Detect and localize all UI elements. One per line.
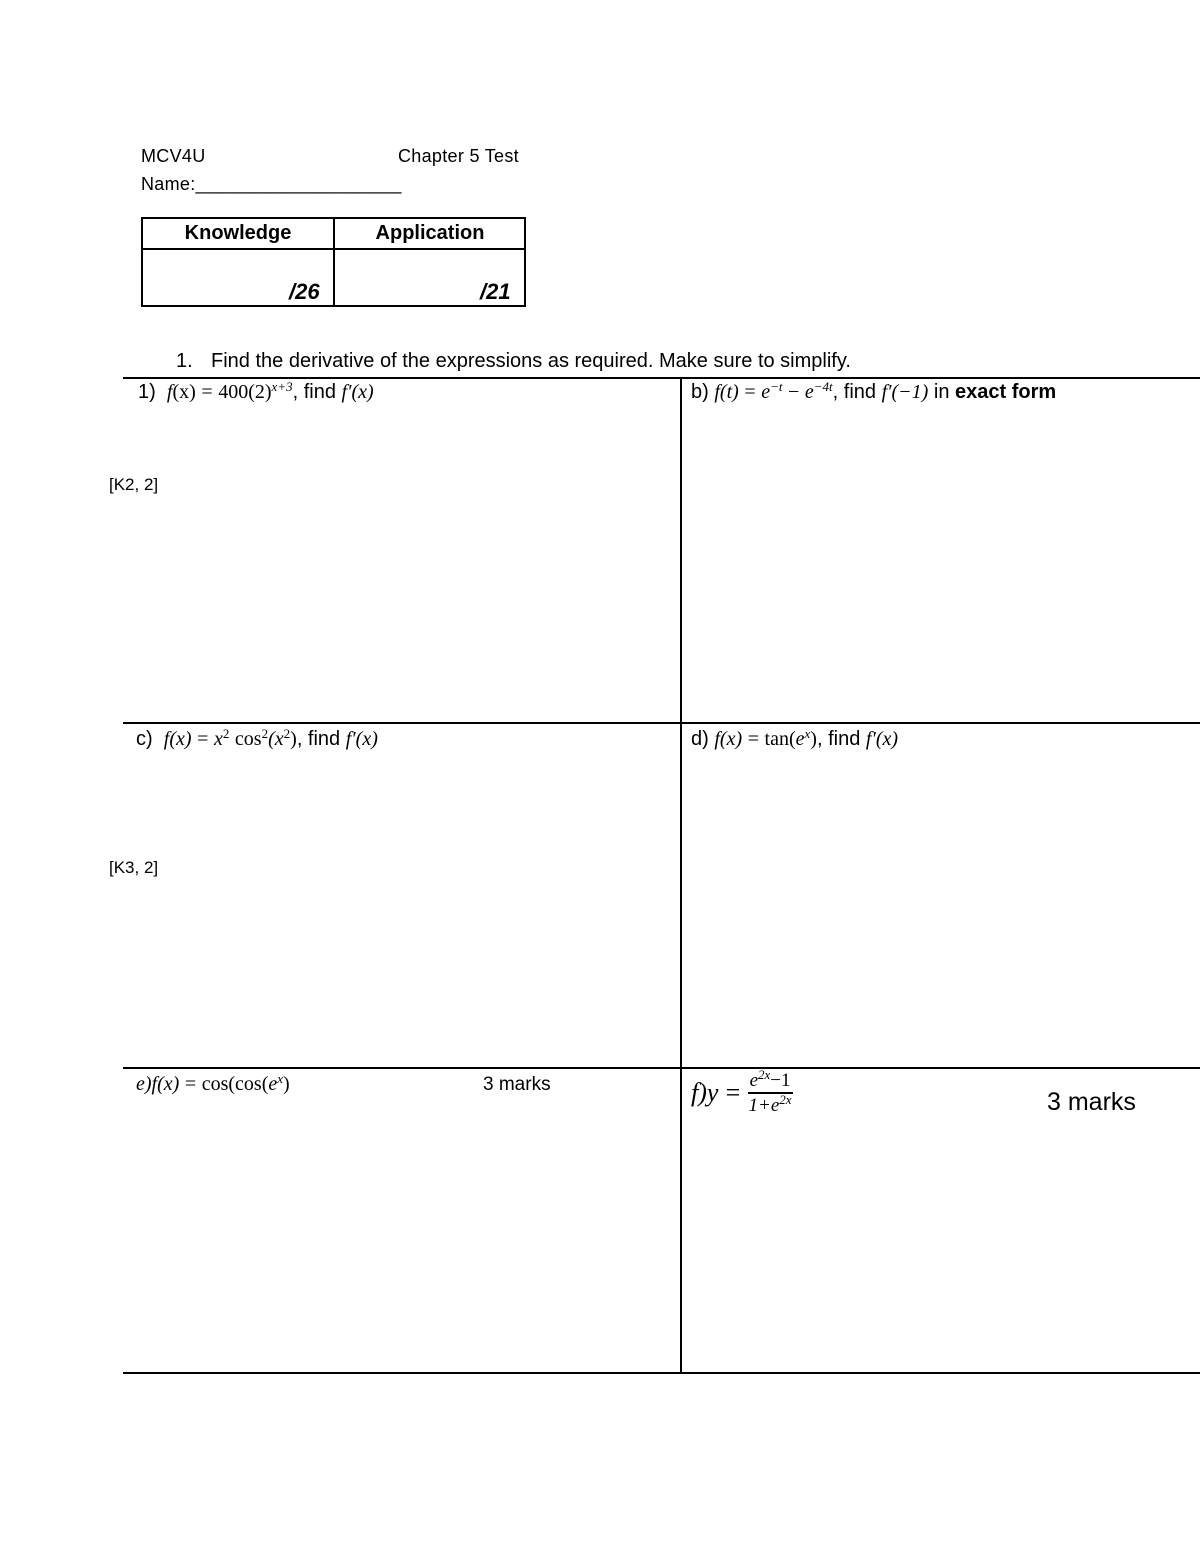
name-field[interactable]: Name:____________________: [141, 174, 402, 194]
question-number: 1.: [176, 350, 193, 372]
part-a-label: 1): [138, 381, 156, 403]
part-c-label: c): [136, 728, 153, 750]
test-title: Chapter 5 Test: [398, 146, 519, 166]
part-b: b) $f(t) = e^{-t} - e^{-4t}$, find f′(−1) in exact form: [691, 379, 1057, 403]
grid-bottom-line: [123, 1372, 1200, 1374]
question-instruction: Find the derivative of the expressions as required. Make sure to simplify.: [211, 350, 851, 372]
part-d-label: d): [691, 728, 709, 750]
application-total: /21: [480, 279, 511, 304]
score-table: [141, 217, 526, 307]
part-f-label: f): [691, 1077, 707, 1107]
grid-center-divider: [680, 377, 682, 1373]
part-d: d) $f(x) = \tan(e^x)$, find f′(x): [691, 726, 899, 750]
part-e-label: e): [136, 1073, 152, 1095]
part-e-marks: 3 marks: [483, 1074, 551, 1095]
grid-lower-line: [123, 1067, 1200, 1069]
course-code: MCV4U: [141, 146, 206, 166]
margin-mark-k3: [K3, 2]: [109, 858, 159, 877]
part-c: c) $f(x) = x^2$ $\cos^2(x^2)$, find f′(x): [136, 726, 378, 750]
part-f-fraction: $\frac{e^{2x}-1}{1+e^{2x}}$: [748, 1067, 792, 1116]
application-header: Application: [375, 222, 485, 244]
margin-mark-k2: [K2, 2]: [109, 475, 159, 494]
knowledge-header: Knowledge: [184, 222, 292, 244]
part-a: 1) $f(x) = 400(2)^{x+3}$, find f′(x): [138, 379, 374, 403]
knowledge-total: /26: [289, 279, 320, 304]
part-f-marks: 3 marks: [1047, 1088, 1136, 1116]
grid-middle-line: [123, 722, 1200, 724]
part-e: $e)f(x) = \cos(\cos(e^x)$: [136, 1071, 290, 1095]
part-b-label: b): [691, 381, 709, 403]
part-f: f)y = $\frac{e^{2x}-1}{1+e^{2x}}$: [691, 1067, 792, 1116]
